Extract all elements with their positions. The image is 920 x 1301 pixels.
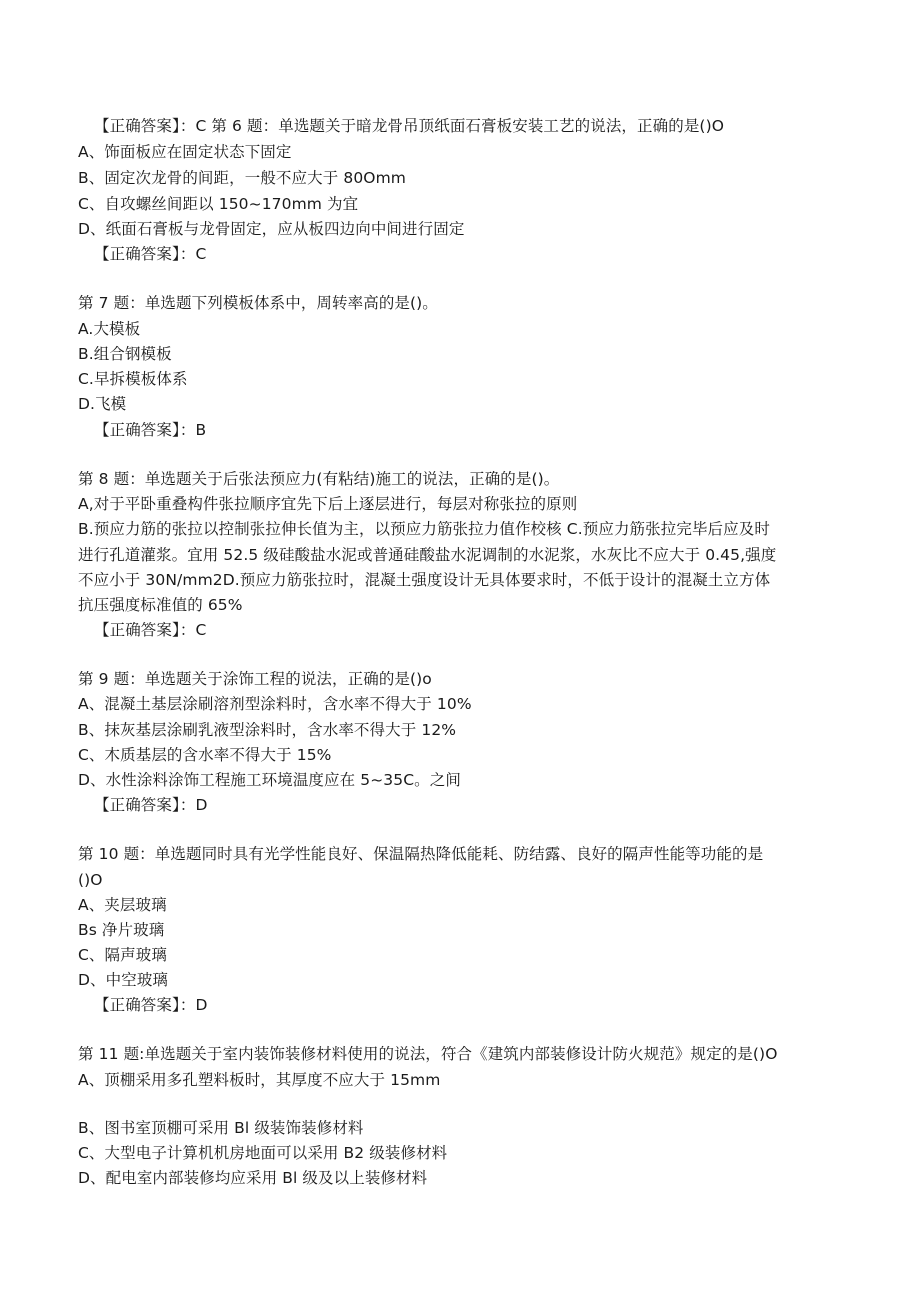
q10-option-a: A、夹层玻璃: [78, 896, 167, 914]
q6-option-b: B、固定次龙骨的间距，一般不应大于 80Omm: [78, 169, 406, 187]
q7-question: 第 7 题：单选题下列模板体系中，周转率高的是()。: [78, 294, 438, 312]
q7-option-a: A.大模板: [78, 320, 141, 338]
q6-option-c: C、自攻螺丝间距以 150~170mm 为宜: [78, 195, 359, 213]
q8-option-b-line2: 进行孔道灌浆。宜用 52.5 级硅酸盐水泥或普通硅酸盐水泥调制的水泥浆，水灰比不应大于 0.45,强度: [78, 546, 777, 564]
q10-question-line1: 第 10 题：单选题同时具有光学性能良好、保温隔热降低能耗、防结露、良好的隔声性能等功能的是: [78, 845, 764, 863]
q8-option-b-line1: B.预应力筋的张拉以控制张拉伸长值为主，以预应力筋张拉力值作校核 C.预应力筋张拉完毕后应及时: [78, 520, 770, 538]
q10-option-d: D、中空玻璃: [78, 971, 169, 989]
q9-option-c: C、木质基层的含水率不得大于 15%: [78, 746, 332, 764]
q9-question: 第 9 题：单选题关于涂饰工程的说法，正确的是()o: [78, 670, 432, 688]
q7-answer: 【正确答案】：B: [94, 421, 207, 439]
q10-option-c: C、隔声玻璃: [78, 946, 167, 964]
q9-option-a: A、混凝土基层涂刷溶剂型涂料时，含水率不得大于 10%: [78, 695, 472, 713]
q8-answer: 【正确答案】：C: [94, 621, 207, 639]
q9-option-d: D、水性涂料涂饰工程施工环境温度应在 5~35C。之间: [78, 771, 461, 789]
q10-question-line2: ()O: [78, 871, 103, 889]
q11-option-a: A、顶棚采用多孔塑料板时，其厚度不应大于 15mm: [78, 1071, 441, 1089]
q11-question: 第 11 题:单选题关于室内装饰装修材料使用的说法，符合《建筑内部装修设计防火规范》规定的是()O: [78, 1045, 778, 1063]
q8-option-b-line3: 不应小于 30N/mm2D.预应力筋张拉时，混凝土强度设计无具体要求时，不低于设计的混凝土立方体: [78, 571, 771, 589]
q8-option-d-end: 抗压强度标准值的 65%: [78, 596, 243, 614]
q11-option-c: C、大型电子计算机机房地面可以采用 B2 级装修材料: [78, 1144, 448, 1162]
answer-line-q5-and-question-6: 【正确答案】：C 第 6 题：单选题关于暗龙骨吊顶纸面石膏板安装工艺的说法，正确的是()O: [94, 117, 725, 135]
q8-option-a: A,对于平卧重叠构件张拉顺序宜先下后上逐层进行，每层对称张拉的原则: [78, 495, 578, 513]
q9-option-b: B、抹灰基层涂刷乳液型涂料时，含水率不得大于 12%: [78, 721, 457, 739]
q11-option-d: D、配电室内部装修均应采用 Bl 级及以上装修材料: [78, 1169, 428, 1187]
q7-option-c: C.早拆模板体系: [78, 370, 188, 388]
q11-option-b: B、图书室顶棚可采用 Bl 级装饰装修材料: [78, 1119, 364, 1137]
q8-question: 第 8 题：单选题关于后张法预应力(有粘结)施工的说法，正确的是()。: [78, 470, 560, 488]
q9-answer: 【正确答案】：D: [94, 796, 208, 814]
q7-option-b: B.组合钢模板: [78, 345, 172, 363]
q10-option-b: Bs 净片玻璃: [78, 921, 165, 939]
q10-answer: 【正确答案】：D: [94, 996, 208, 1014]
q6-answer: 【正确答案】：C: [94, 245, 207, 263]
q6-option-a: A、饰面板应在固定状态下固定: [78, 143, 292, 161]
q6-option-d: D、纸面石膏板与龙骨固定，应从板四边向中间进行固定: [78, 220, 465, 238]
q7-option-d: D.飞模: [78, 395, 127, 413]
